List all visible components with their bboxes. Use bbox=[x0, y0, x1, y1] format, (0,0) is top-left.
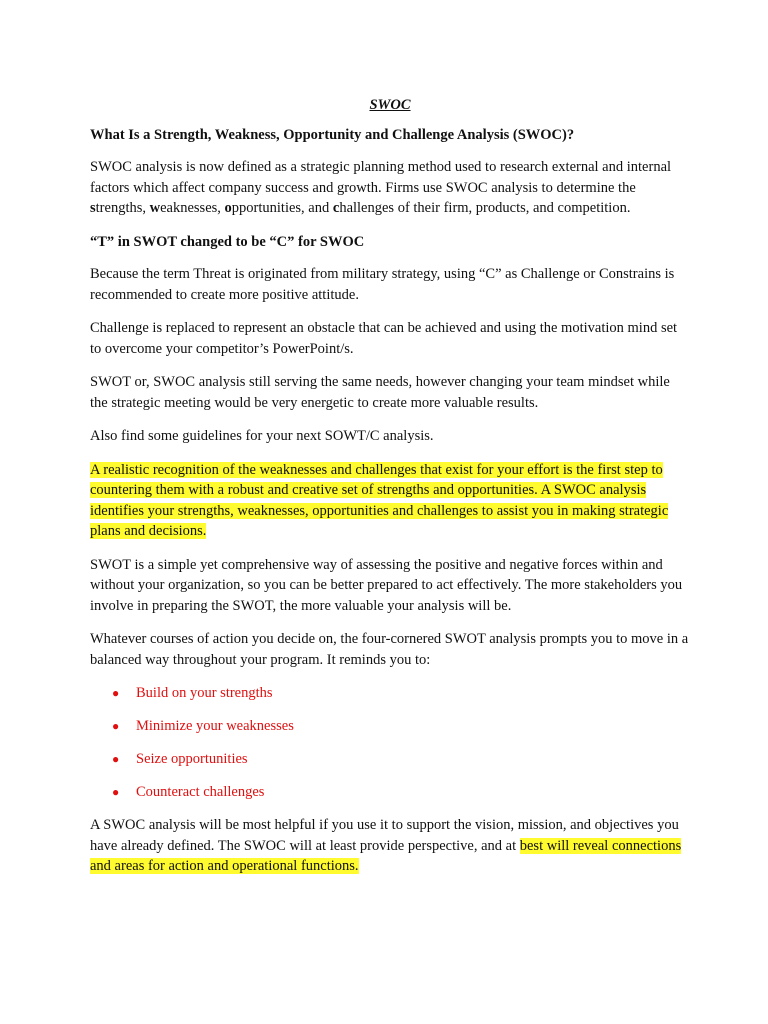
paragraph-swot-simple: SWOT is a simple yet comprehensive way of assessing the positive and negative forces within and without your organization, so you can be better prepared to act effectively. The more stakeholders you involve in preparing the SWOT, the more valuable your analysis will be. bbox=[90, 556, 683, 614]
text-run: hallenges of their firm, products, and competition. bbox=[339, 200, 631, 216]
bullet-dot-icon: ● bbox=[112, 785, 120, 799]
list-item bbox=[90, 716, 690, 737]
list-item-text: Build on your strengths bbox=[136, 685, 273, 701]
document-title: SWOC bbox=[369, 97, 411, 113]
text-run: A SWOC analysis will be most helpful if you use it to support the vision, mission, and objectives you have already defined. The SWOC will at least provide perspective, and at bbox=[90, 817, 679, 854]
paragraph-definition bbox=[90, 157, 690, 219]
highlighted-text: best will reveal connections and areas for action and operational functions. bbox=[90, 837, 682, 874]
heading-t-to-c: “T” in SWOT changed to be “C” for SWOC bbox=[90, 233, 365, 250]
paragraph-conclusion bbox=[90, 815, 690, 877]
paragraph-challenge: Challenge is replaced to represent an obstacle that can be achieved and using the motivation mind set to overcome your competitor’s PowerPoint/s. bbox=[90, 320, 678, 357]
paragraph-guidelines: Also find some guidelines for your next SOWT/C analysis. bbox=[90, 428, 434, 444]
bold-letter-s: s bbox=[90, 200, 96, 216]
bold-letter-c: c bbox=[332, 200, 340, 216]
list-item bbox=[90, 749, 690, 770]
list-item-text: Minimize your weaknesses bbox=[136, 718, 294, 734]
heading-swoc-definition: What Is a Strength, Weakness, Opportunity and Challenge Analysis (SWOC)? bbox=[90, 126, 575, 143]
text-run: SWOC analysis is now defined as a strategic planning method used to research external and internal factors which affect company success and growth. Firms use SWOC analysis to determine the bbox=[90, 159, 672, 196]
list-item-text: Counteract challenges bbox=[136, 784, 265, 800]
text-run: trengths, bbox=[95, 200, 150, 216]
list-item bbox=[90, 683, 690, 704]
paragraph-threat-origin: Because the term Threat is originated from military strategy, using “C” as Challenge or Constrains is recommended to create more positive attitude. bbox=[90, 266, 675, 303]
bold-letter-w: w bbox=[149, 200, 161, 216]
list-item bbox=[90, 782, 690, 803]
bullet-dot-icon: ● bbox=[112, 752, 120, 766]
bullet-dot-icon: ● bbox=[112, 686, 120, 700]
paragraph-highlighted-recognition bbox=[90, 460, 690, 542]
bullet-dot-icon: ● bbox=[112, 719, 120, 733]
paragraph-mindset: SWOT or, SWOC analysis still serving the same needs, however changing your team mindset while the strategic meeting would be very energetic to create more valuable results. bbox=[90, 374, 670, 411]
highlighted-text: A realistic recognition of the weaknesses and challenges that exist for your effort is the first step to countering them with a robust and creative set of strengths and opportunities. A SWOC analysis identifies your strengths, weaknesses, opportunities and challenges to assist you in making strategic plans and decisions. bbox=[90, 461, 669, 539]
document-page bbox=[90, 95, 690, 890]
reminder-bullet-list bbox=[90, 683, 690, 803]
text-run: pportunities, and bbox=[231, 200, 333, 216]
text-run: eaknesses, bbox=[160, 200, 225, 216]
paragraph-courses-of-action: Whatever courses of action you decide on, the four-cornered SWOT analysis prompts you to move in a balanced way throughout your program. It reminds you to: bbox=[90, 631, 689, 668]
list-item-text: Seize opportunities bbox=[136, 751, 248, 767]
bold-letter-o: o bbox=[224, 200, 232, 216]
